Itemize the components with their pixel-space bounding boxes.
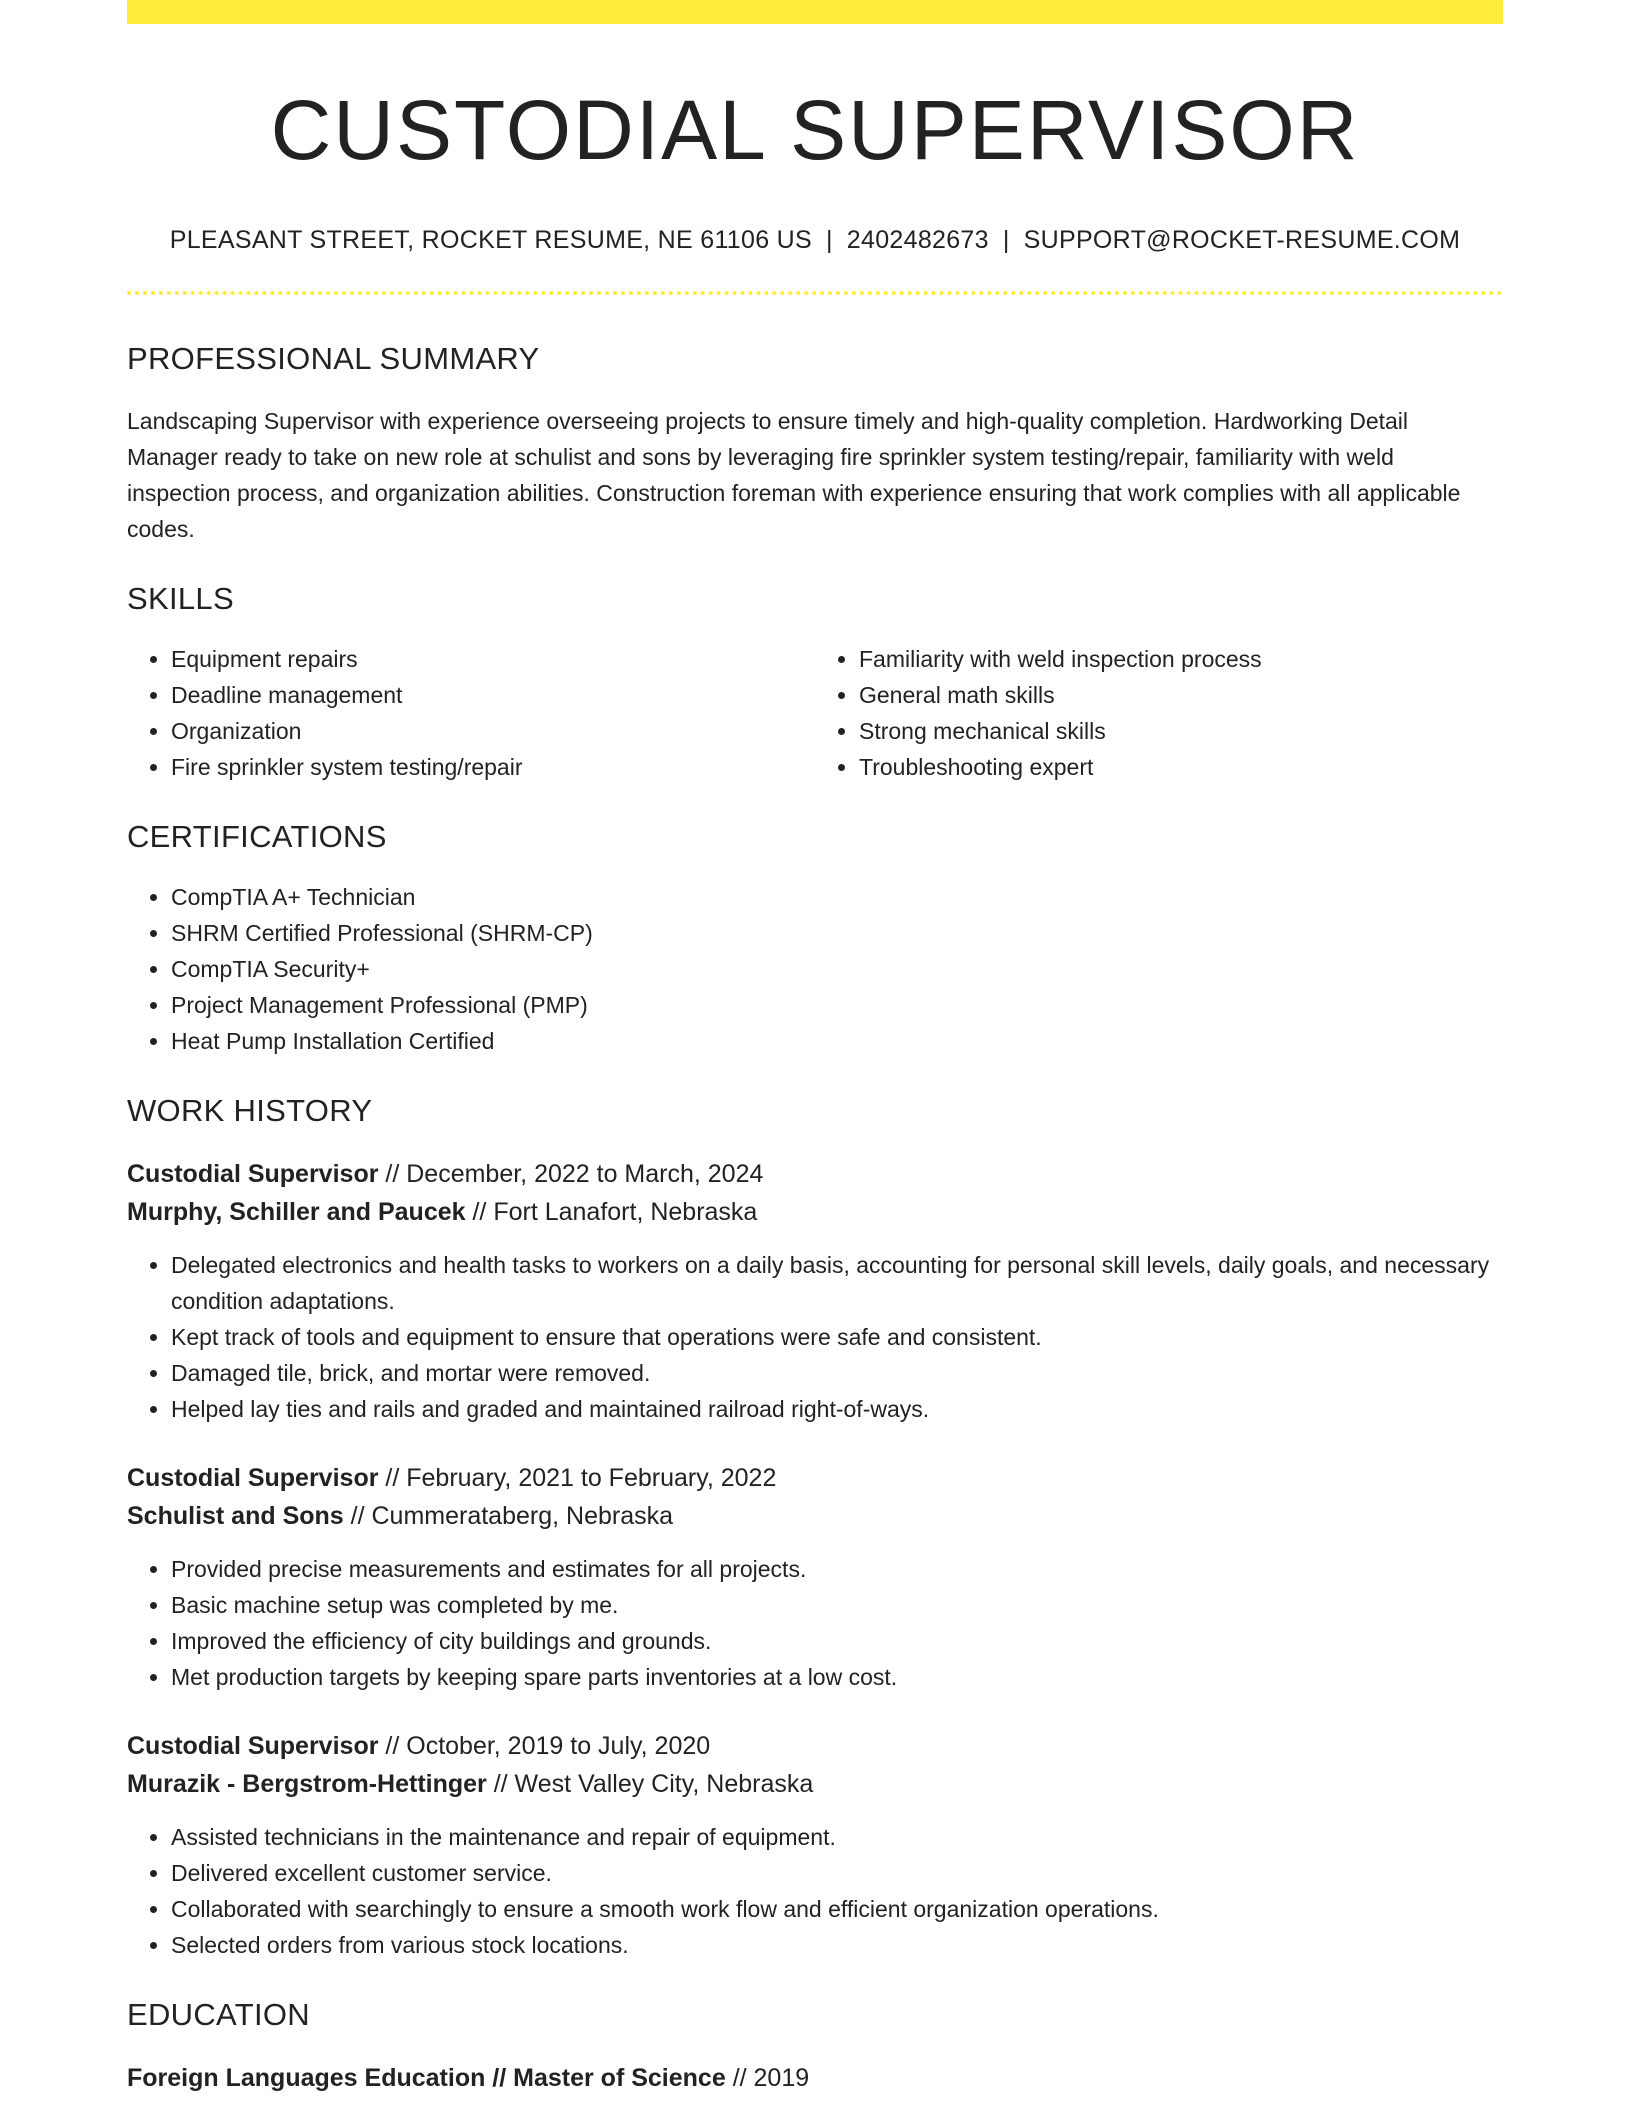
skill-item: • Familiarity with weld inspection process (859, 641, 1503, 677)
section-title-skills: SKILLS (127, 581, 234, 617)
job-bullet: • Kept track of tools and equipment to ensure that operations were safe and consistent. (171, 1319, 1503, 1355)
skills-column-right (815, 617, 1503, 785)
skill-item: • Equipment repairs (171, 641, 815, 677)
section-title-education: EDUCATION (127, 1997, 310, 2033)
certification-item: • Project Management Professional (PMP) (171, 987, 1503, 1023)
job-role: Custodial Supervisor (127, 1160, 379, 1189)
job-bullet: • Provided precise measurements and estimates for all projects. (171, 1551, 1503, 1587)
job-location: // West Valley City, Nebraska (493, 1770, 814, 1799)
skill-item: • General math skills (859, 677, 1503, 713)
job-entry (127, 1155, 1503, 1427)
resume-page (127, 0, 1503, 2097)
skills-list-right (815, 641, 1503, 785)
job-bullets (127, 1819, 1503, 1963)
education-year: // 2019 (732, 2064, 810, 2093)
skills-list-left (127, 641, 815, 785)
job-company: Murazik - Bergstrom-Hettinger (127, 1770, 487, 1799)
job-role: Custodial Supervisor (127, 1464, 379, 1493)
job-dates: // February, 2021 to February, 2022 (385, 1464, 777, 1493)
job-dates: // December, 2022 to March, 2024 (385, 1160, 764, 1189)
job-company-line (127, 1193, 1503, 1231)
job-bullets (127, 1551, 1503, 1695)
skill-item: • Troubleshooting expert (859, 749, 1503, 785)
job-bullet: • Delivered excellent customer service. (171, 1855, 1503, 1891)
job-bullet: • Collaborated with searchingly to ensure a smooth work flow and efficient organization operations. (171, 1891, 1503, 1927)
job-bullet: • Improved the efficiency of city buildings and grounds. (171, 1623, 1503, 1659)
job-role-line (127, 1727, 1503, 1765)
job-company-line (127, 1497, 1503, 1535)
skills-column-left (127, 617, 815, 785)
job-entry (127, 1459, 1503, 1695)
job-bullet: • Helped lay ties and rails and graded and maintained railroad right-of-ways. (171, 1391, 1503, 1427)
contact-email: SUPPORT@ROCKET-RESUME.COM (1023, 226, 1461, 255)
section-title-work-history: WORK HISTORY (127, 1093, 373, 1129)
job-entry (127, 1727, 1503, 1963)
job-company-line (127, 1765, 1503, 1803)
skill-item: • Deadline management (171, 677, 815, 713)
job-dates: // October, 2019 to July, 2020 (385, 1732, 711, 1761)
skill-item: • Fire sprinkler system testing/repair (171, 749, 815, 785)
skill-item: • Organization (171, 713, 815, 749)
skills-grid (127, 617, 1503, 785)
certification-item: • SHRM Certified Professional (SHRM-CP) (171, 915, 1503, 951)
contact-phone: 2402482673 (846, 226, 989, 255)
job-bullets (127, 1247, 1503, 1427)
contact-address: PLEASANT STREET, ROCKET RESUME, NE 61106 US (169, 226, 812, 255)
job-bullet: • Met production targets by keeping spare parts inventories at a low cost. (171, 1659, 1503, 1695)
contact-separator: | (826, 226, 833, 255)
job-company: Murphy, Schiller and Paucek (127, 1198, 466, 1227)
job-bullet: • Delegated electronics and health tasks to workers on a daily basis, accounting for personal skill levels, daily goals, and necessary condition adaptations. (171, 1247, 1503, 1319)
section-title-certifications: CERTIFICATIONS (127, 819, 387, 855)
job-location: // Cummerataberg, Nebraska (350, 1502, 674, 1531)
job-location: // Fort Lanafort, Nebraska (472, 1198, 758, 1227)
job-role-line (127, 1459, 1503, 1497)
job-bullet: • Assisted technicians in the maintenance and repair of equipment. (171, 1819, 1503, 1855)
contact-line (127, 226, 1503, 255)
section-title-summary: PROFESSIONAL SUMMARY (127, 341, 540, 377)
job-bullet: • Selected orders from various stock locations. (171, 1927, 1503, 1963)
certification-item: • CompTIA Security+ (171, 951, 1503, 987)
contact-separator: | (1002, 226, 1010, 255)
skill-item: • Strong mechanical skills (859, 713, 1503, 749)
education-degree: Foreign Languages Education // Master of Science (127, 2064, 726, 2093)
certifications-list (127, 879, 1503, 1059)
certification-item: • CompTIA A+ Technician (171, 879, 1503, 915)
job-role-line (127, 1155, 1503, 1193)
job-role: Custodial Supervisor (127, 1732, 379, 1761)
job-company: Schulist and Sons (127, 1502, 344, 1531)
education-entry (127, 2059, 1503, 2097)
dotted-divider (127, 291, 1503, 295)
accent-top-bar (127, 0, 1503, 24)
certification-item: • Heat Pump Installation Certified (171, 1023, 1503, 1059)
job-bullet: • Damaged tile, brick, and mortar were removed. (171, 1355, 1503, 1391)
candidate-name: CUSTODIAL SUPERVISOR (270, 83, 1360, 177)
summary-text: Landscaping Supervisor with experience overseeing projects to ensure timely and high-quality completion. Hardworking Detail Manager ready to take on new role at schulist and sons by leveraging fire sprinkler system testing/repair, familiarity with weld inspection process, and organization abilities. Construction foreman with experience ensuring that work complies with all applicable codes. (127, 408, 1461, 543)
job-bullet: • Basic machine setup was completed by me. (171, 1587, 1503, 1623)
